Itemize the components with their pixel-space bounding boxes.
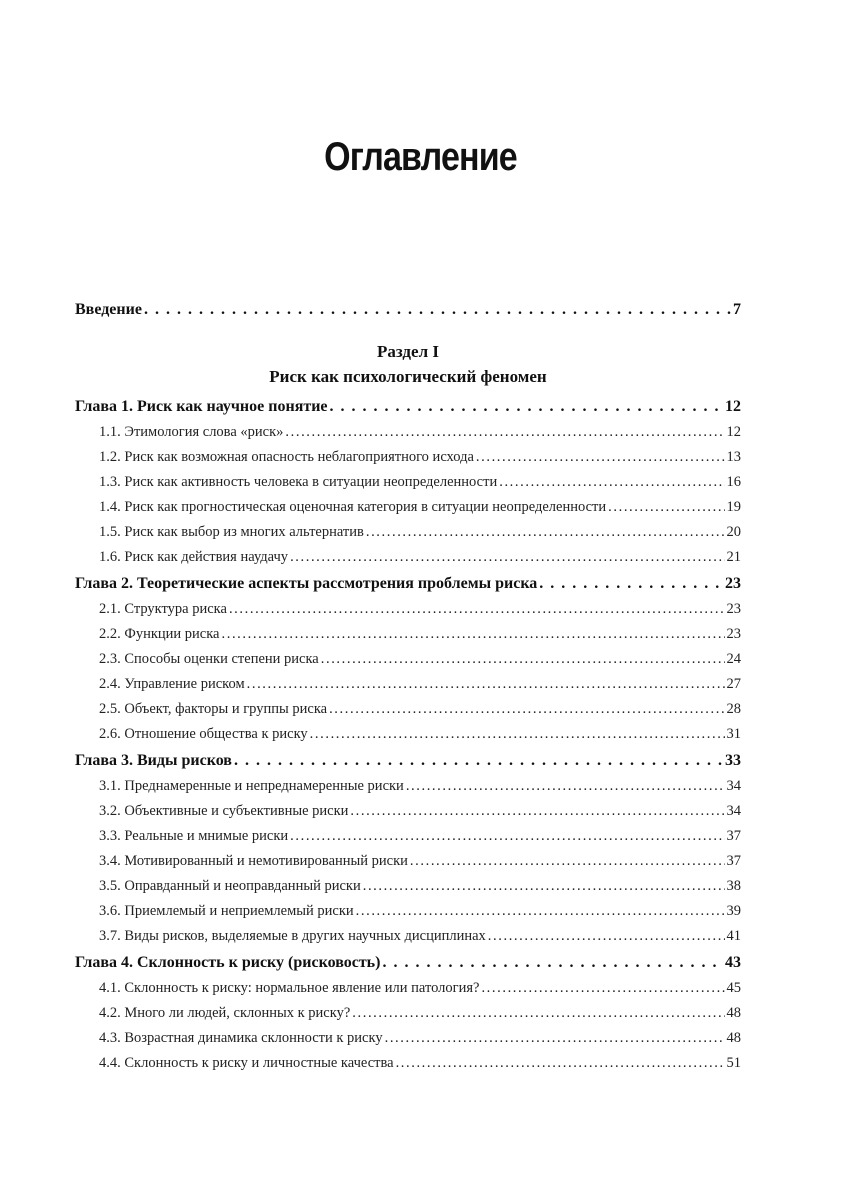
toc-subentry[interactable]: [75, 1051, 741, 1076]
toc-entry-page: 43: [725, 954, 741, 971]
toc-subentry[interactable]: [75, 520, 741, 545]
toc-entry-page: 37: [726, 828, 741, 844]
toc-entry-page: 28: [726, 701, 741, 717]
leader-dots: [366, 520, 725, 545]
toc-subentry[interactable]: [75, 799, 741, 824]
leader-dots: [229, 597, 725, 622]
toc-entry-label: 3.2. Объективные и субъективные риски: [99, 803, 349, 819]
toc-subentry[interactable]: [75, 622, 741, 647]
toc-entry-page: 38: [726, 878, 741, 894]
toc-entry-page: 48: [726, 1030, 741, 1046]
toc-entry-page: 20: [726, 524, 741, 540]
table-of-contents: [75, 296, 741, 1076]
toc-entry-page: 16: [726, 474, 741, 490]
toc-entry-page: 31: [726, 726, 741, 742]
toc-entry-label: 3.5. Оправданный и неоправданный риски: [99, 878, 361, 894]
toc-subentry[interactable]: [75, 1001, 741, 1026]
toc-subentry[interactable]: [75, 697, 741, 722]
toc-entry-label: 2.5. Объект, факторы и группы риска: [99, 701, 328, 717]
toc-entry-label: 2.2. Функции риска: [99, 626, 220, 642]
toc-entry-label: Глава 4. Склонность к риску (рисковость): [75, 954, 381, 971]
leader-dots: [410, 849, 725, 874]
toc-subentry[interactable]: [75, 824, 741, 849]
leader-dots: [499, 470, 724, 495]
toc-entry-label: 4.3. Возрастная динамика склонности к риску: [99, 1030, 383, 1046]
leader-dots: [481, 976, 724, 1001]
toc-entry-page: 21: [726, 549, 741, 565]
toc-subentry[interactable]: [75, 976, 741, 1001]
leader-dots: [385, 1026, 725, 1051]
leader-dots: [352, 1001, 724, 1026]
toc-entry-page: 12: [726, 424, 741, 440]
leader-dots: [406, 774, 725, 799]
toc-entry-page: 33: [725, 752, 741, 769]
toc-subentry[interactable]: [75, 495, 741, 520]
toc-entry-label: 2.1. Структура риска: [99, 601, 227, 617]
toc-chapter-1[interactable]: [75, 393, 741, 420]
leader-dots: [290, 545, 724, 570]
toc-subentry[interactable]: [75, 420, 741, 445]
toc-entry-page: 23: [726, 601, 741, 617]
toc-entry-label: 1.2. Риск как возможная опасность неблагоприятного исхода: [99, 449, 474, 465]
toc-subentry[interactable]: [75, 774, 741, 799]
toc-entry-label: 2.3. Способы оценки степени риска: [99, 651, 319, 667]
toc-entry-label: 2.4. Управление риском: [99, 676, 245, 692]
toc-subentry[interactable]: [75, 899, 741, 924]
toc-entry-page: 34: [726, 778, 741, 794]
toc-entry-page: 19: [726, 499, 741, 515]
leader-dots: [330, 393, 723, 420]
toc-entry-label: 1.1. Этимология слова «риск»: [99, 424, 284, 440]
toc-entry-label: 3.4. Мотивированный и немотивированный риски: [99, 853, 408, 869]
toc-chapter-2[interactable]: [75, 570, 741, 597]
toc-subentry[interactable]: [75, 924, 741, 949]
toc-entry-page: 39: [726, 903, 741, 919]
leader-dots: [539, 570, 723, 597]
leader-dots: [363, 874, 725, 899]
toc-entry-page: 34: [726, 803, 741, 819]
toc-subentry[interactable]: [75, 647, 741, 672]
leader-dots: [476, 445, 725, 470]
leader-dots: [329, 697, 724, 722]
toc-entry-label: 3.1. Преднамеренные и непреднамеренные риски: [99, 778, 404, 794]
toc-entry-label: 4.2. Много ли людей, склонных к риску?: [99, 1005, 351, 1021]
section-number: Раздел I: [377, 342, 439, 361]
leader-dots: [608, 495, 724, 520]
toc-entry-label: 3.3. Реальные и мнимые риски: [99, 828, 289, 844]
section-heading: [75, 339, 741, 389]
toc-entry-label: Глава 3. Виды рисков: [75, 752, 232, 769]
leader-dots: [247, 672, 725, 697]
toc-entry-page: 41: [726, 928, 741, 944]
toc-entry-label: 3.7. Виды рисков, выделяемые в других научных дисциплинах: [99, 928, 486, 944]
leader-dots: [396, 1051, 725, 1076]
toc-entry-page: 37: [726, 853, 741, 869]
toc-entry-label: 2.6. Отношение общества к риску: [99, 726, 308, 742]
page-title: Оглавление: [324, 134, 517, 179]
leader-dots: [321, 647, 725, 672]
toc-entry-page: 7: [733, 301, 741, 318]
leader-dots: [350, 799, 724, 824]
toc-entry-page: 51: [726, 1055, 741, 1071]
leader-dots: [234, 747, 723, 774]
leader-dots: [285, 420, 724, 445]
toc-entry-label: Введение: [75, 301, 142, 318]
leader-dots: [222, 622, 725, 647]
leader-dots: [356, 899, 725, 924]
toc-subentry[interactable]: [75, 672, 741, 697]
toc-entry-label: 4.1. Склонность к риску: нормальное явление или патология?: [99, 980, 480, 996]
toc-subentry[interactable]: [75, 1026, 741, 1051]
toc-entry-page: 13: [726, 449, 741, 465]
toc-entry-label: 1.5. Риск как выбор из многих альтернатив: [99, 524, 364, 540]
leader-dots: [144, 296, 731, 323]
leader-dots: [290, 824, 724, 849]
toc-entry-page: 23: [726, 626, 741, 642]
toc-entry-introduction[interactable]: [75, 296, 741, 323]
toc-entry-label: 1.3. Риск как активность человека в ситуации неопределенности: [99, 474, 498, 490]
toc-entry-label: Глава 2. Теоретические аспекты рассмотрения проблемы риска: [75, 575, 538, 592]
toc-chapter-4[interactable]: [75, 949, 741, 976]
toc-entry-label: 1.6. Риск как действия наудачу: [99, 549, 289, 565]
toc-subentry[interactable]: [75, 470, 741, 495]
leader-dots: [310, 722, 725, 747]
toc-entry-page: 12: [725, 398, 741, 415]
toc-entry-label: 4.4. Склонность к риску и личностные качества: [99, 1055, 394, 1071]
section-title: Риск как психологический феномен: [269, 367, 547, 386]
toc-subentry[interactable]: [75, 545, 741, 570]
toc-entry-label: 3.6. Приемлемый и неприемлемый риски: [99, 903, 354, 919]
leader-dots: [382, 949, 723, 976]
toc-entry-page: 27: [726, 676, 741, 692]
toc-entry-label: 1.4. Риск как прогностическая оценочная категория в ситуации неопределенности: [99, 499, 607, 515]
toc-entry-page: 45: [726, 980, 741, 996]
toc-subentry[interactable]: [75, 849, 741, 874]
toc-entry-label: Глава 1. Риск как научное понятие: [75, 398, 328, 415]
toc-chapter-3[interactable]: [75, 747, 741, 774]
toc-entry-page: 48: [726, 1005, 741, 1021]
toc-subentry[interactable]: [75, 874, 741, 899]
toc-subentry[interactable]: [75, 722, 741, 747]
leader-dots: [488, 924, 725, 949]
toc-entry-page: 24: [726, 651, 741, 667]
toc-subentry[interactable]: [75, 597, 741, 622]
toc-entry-page: 23: [725, 575, 741, 592]
toc-subentry[interactable]: [75, 445, 741, 470]
